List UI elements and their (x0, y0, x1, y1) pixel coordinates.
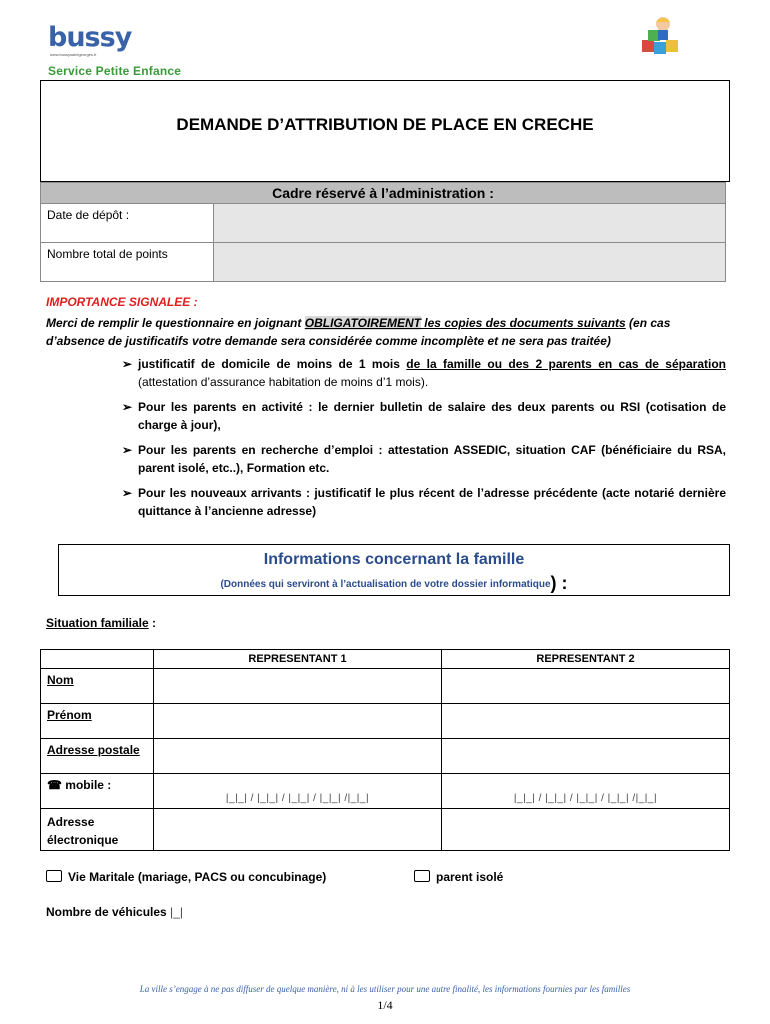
list-item (122, 441, 726, 477)
service-label: Service Petite Enfance (48, 64, 182, 78)
admin-points-label: Nombre total de points (41, 243, 214, 282)
email-rep1-field[interactable] (154, 809, 442, 851)
bullet-1-end: (attestation d’assurance habitation de moins d’1 mois). (138, 375, 429, 389)
vie-maritale-option[interactable] (46, 870, 326, 884)
adresse-rep1-field[interactable] (154, 739, 442, 774)
logo-subtext: www.bussysaintgeorges.fr (50, 52, 97, 57)
importance-heading: IMPORTANCE SIGNALEE : (46, 295, 198, 309)
child-blocks-icon (638, 14, 682, 58)
admin-date-label: Date de dépôt : (41, 204, 214, 243)
bullet-1-start: justificatif de domicile de moins de 1 mois (138, 357, 407, 371)
page-title: DEMANDE D’ATTRIBUTION DE PLACE EN CRECHE (176, 115, 594, 134)
table-row (41, 774, 730, 809)
bullet-2-text: Pour les parents en activité : le dernier bulletin de salaire des deux parents ou RSI (cotisation de charge à jour), (138, 400, 726, 432)
title-box (40, 80, 730, 182)
importance-highlight: OBLIGATOIREMENT (304, 316, 421, 330)
row-label-adresse: Adresse postale (47, 743, 140, 757)
bussy-logo (48, 22, 132, 57)
phone-icon: ☎ (47, 778, 62, 792)
row-label-email: Adresse électronique (47, 815, 119, 847)
mobile-rep1-field[interactable]: |_|_| / |_|_| / |_|_| / |_|_| /|_|_| (154, 774, 442, 809)
importance-text-end: (en cas d’absence de justificatifs votre demande sera considérée comme incomplète et ne sera pas traitée) (46, 316, 671, 348)
family-section-box (58, 544, 730, 596)
list-item (122, 398, 726, 434)
adresse-rep2-field[interactable] (442, 739, 730, 774)
admin-points-field[interactable] (214, 243, 726, 282)
situation-colon: : (148, 616, 157, 630)
arrow-bullet-icon: ➢ (122, 486, 133, 500)
logo-text: bussy (48, 22, 132, 53)
admin-date-field[interactable] (214, 204, 726, 243)
importance-text-start: Merci de remplir le questionnaire en joignant (46, 316, 305, 330)
parent-isole-option[interactable] (414, 870, 503, 884)
row-label-nom: Nom (47, 673, 74, 687)
arrow-bullet-icon: ➢ (122, 400, 133, 414)
list-item (122, 355, 726, 391)
vie-maritale-label: Vie Maritale (mariage, PACS ou concubinage) (68, 870, 327, 884)
table-row (41, 704, 730, 739)
row-label-prenom: Prénom (47, 708, 92, 722)
table-row (41, 739, 730, 774)
prenom-rep1-field[interactable] (154, 704, 442, 739)
admin-table (40, 182, 726, 282)
family-subtitle-end: ) : (550, 573, 568, 593)
col-representant-2: REPRESENTANT 2 (442, 650, 730, 669)
vehicles-input[interactable]: |_| (166, 905, 183, 919)
importance-text (46, 314, 726, 350)
family-title: Informations concernant la famille (263, 551, 525, 568)
document-list (122, 355, 726, 527)
prenom-rep2-field[interactable] (442, 704, 730, 739)
col-representant-1: REPRESENTANT 1 (154, 650, 442, 669)
table-corner (41, 650, 154, 669)
situation-label-text: Situation familiale (46, 616, 149, 630)
importance-underlined: les copies des documents suivants (420, 316, 626, 330)
bullet-4-text: Pour les nouveaux arrivants : justificatif le plus récent de l’adresse précédente (acte notarié dernière quittance à l’ancienne adresse) (138, 486, 726, 518)
checkbox-icon[interactable] (46, 870, 62, 882)
family-table (40, 649, 730, 851)
family-subtitle (59, 573, 729, 594)
situation-label (46, 616, 156, 630)
list-item (122, 484, 726, 520)
mobile-rep2-field[interactable]: |_|_| / |_|_| / |_|_| / |_|_| /|_|_| (442, 774, 730, 809)
mobile-label-text: mobile : (65, 778, 112, 792)
bullet-1-underlined: de la famille ou des 2 parents en cas de séparation (406, 357, 726, 371)
checkbox-icon[interactable] (414, 870, 430, 882)
email-rep2-field[interactable] (442, 809, 730, 851)
admin-heading: Cadre réservé à l’administration : (41, 183, 726, 204)
row-label-mobile (47, 774, 153, 792)
arrow-bullet-icon: ➢ (122, 443, 133, 457)
family-subtitle-text: (Données qui serviront à l’actualisation de votre dossier informatique (220, 579, 551, 590)
nom-rep2-field[interactable] (442, 669, 730, 704)
vehicles-label: Nombre de véhicules (46, 905, 167, 919)
table-row (41, 669, 730, 704)
bullet-3-text: Pour les parents en recherche d’emploi : attestation ASSEDIC, situation CAF (bénéficiaire du RSA, parent isolé, etc..), Formation etc. (138, 443, 726, 475)
parent-isole-label: parent isolé (436, 870, 504, 884)
page-number: 1/4 (377, 998, 393, 1012)
nom-rep1-field[interactable] (154, 669, 442, 704)
arrow-bullet-icon: ➢ (122, 357, 133, 371)
vehicles-field[interactable] (46, 905, 183, 919)
footer-disclaimer: La ville s’engage à ne pas diffuser de quelque manière, ni à les utiliser pour une autre finalité, les informations fournies par les familles (139, 984, 631, 994)
table-row (41, 809, 730, 851)
